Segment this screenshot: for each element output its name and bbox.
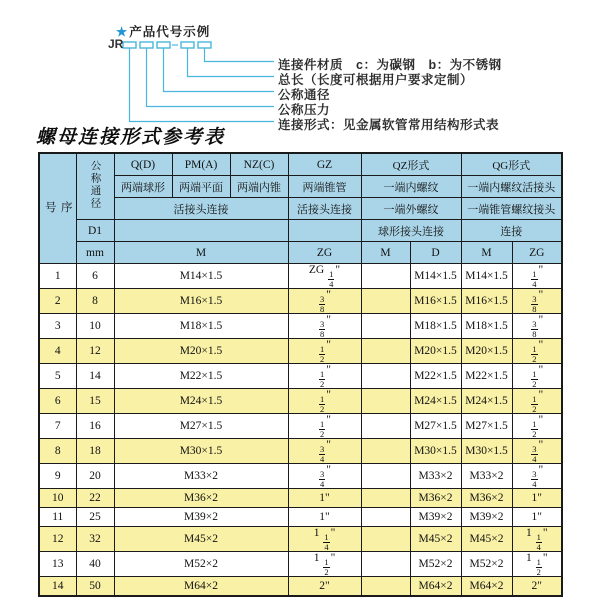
code-prefix: JR (108, 37, 124, 51)
qz-d-cell: M33×2 (410, 464, 461, 489)
table-row (39, 508, 562, 527)
qz-m-cell (361, 264, 410, 289)
diagram-heading-text: 产品代号示例 (129, 25, 211, 39)
header-col-q: Q(D) (114, 153, 172, 176)
m-cell: M18×1.5 (114, 314, 288, 339)
qz-d-cell: M14×1.5 (410, 264, 461, 289)
seq-cell: 7 (39, 414, 76, 439)
header-qg-conn: 连接 (461, 220, 562, 242)
qz-m-cell (361, 389, 410, 414)
table-row (39, 389, 562, 414)
zg-cell: $\frac{1}{2}$ " (288, 414, 361, 439)
qz-d-cell: M39×2 (410, 508, 461, 527)
header-seq: 序号 (39, 153, 76, 264)
zg-cell: $\frac{3}{8}$ " (288, 289, 361, 314)
header-nz-desc: 两端内锥 (230, 176, 288, 198)
seq-cell: 9 (39, 464, 76, 489)
reference-table (38, 152, 563, 597)
zg-cell: 1" (288, 489, 361, 508)
diagram-label-pressure: 公称压力 (278, 103, 331, 117)
table-title: 螺母连接形式参考表 (36, 127, 226, 148)
m-cell: M33×2 (114, 464, 288, 489)
qz-d-cell: M36×2 (410, 489, 461, 508)
star-icon: ★ (116, 25, 129, 39)
qz-m-cell (361, 314, 410, 339)
table-row (39, 289, 562, 314)
table-row (39, 489, 562, 508)
seq-cell: 8 (39, 439, 76, 464)
table-row (39, 264, 562, 289)
qz-m-cell (361, 339, 410, 364)
diagram-label-length: 总长（长度可根据用户要求定制） (278, 73, 474, 87)
diagram-label-connection: 连接形式：见金属软管常用结构形式表 (278, 118, 500, 132)
table-row (39, 339, 562, 364)
zg-cell: $\frac{1}{2}$ " (288, 364, 361, 389)
dn-cell: 14 (76, 364, 114, 389)
header-mm: mm (76, 242, 114, 264)
qz-m-cell (361, 464, 410, 489)
zg-cell: 1 $\frac{1}{2}$ " (288, 552, 361, 577)
dn-cell: 50 (76, 577, 114, 596)
seq-cell: 5 (39, 364, 76, 389)
table-row (39, 577, 562, 596)
qg-m-cell: M20×1.5 (461, 339, 512, 364)
table-row (39, 464, 562, 489)
dn-cell: 18 (76, 439, 114, 464)
qg-zg-cell: 2" (512, 577, 562, 596)
header-gz-desc: 两端锥管 (288, 176, 361, 198)
qg-zg-cell: $\frac{3}{4}$ " (512, 439, 562, 464)
zg-cell: $\frac{1}{2}$ " (288, 389, 361, 414)
m-cell: M14×1.5 (114, 264, 288, 289)
diagram-heading (116, 22, 210, 40)
zg-cell: 1 $\frac{1}{4}$ " (288, 527, 361, 552)
table-row (39, 314, 562, 339)
qg-zg-cell: $\frac{3}{8}$ " (512, 289, 562, 314)
table-row (39, 552, 562, 577)
qz-m-cell (361, 552, 410, 577)
header-gz-conn: 活接头连接 (288, 198, 361, 220)
header-empty-gz (288, 220, 361, 242)
m-cell: M24×1.5 (114, 389, 288, 414)
qg-m-cell: M16×1.5 (461, 289, 512, 314)
code-box-2 (140, 42, 153, 48)
qg-m-cell: M22×1.5 (461, 364, 512, 389)
table-row (39, 527, 562, 552)
zg-cell: 2" (288, 577, 361, 596)
zg-cell: $\frac{3}{4}$ " (288, 439, 361, 464)
dn-cell: 32 (76, 527, 114, 552)
zg-cell: $\frac{3}{4}$ " (288, 464, 361, 489)
qz-d-cell: M64×2 (410, 577, 461, 596)
qg-m-cell: M14×1.5 (461, 264, 512, 289)
dn-cell: 22 (76, 489, 114, 508)
qg-m-cell: M52×2 (461, 552, 512, 577)
m-cell: M22×1.5 (114, 364, 288, 389)
qg-m-cell: M27×1.5 (461, 414, 512, 439)
header-col-pm: PM(A) (172, 153, 230, 176)
dn-cell: 40 (76, 552, 114, 577)
m-cell: M20×1.5 (114, 339, 288, 364)
table-row (39, 414, 562, 439)
header-m: M (114, 242, 288, 264)
header-qz-conn: 球形接头连接 (361, 220, 461, 242)
qz-d-cell: M45×2 (410, 527, 461, 552)
seq-cell: 12 (39, 527, 76, 552)
qz-d-cell: M22×1.5 (410, 364, 461, 389)
code-box-4 (181, 42, 194, 48)
qz-d-cell: M20×1.5 (410, 339, 461, 364)
header-col-gz: GZ (288, 153, 361, 176)
header-col-qg: QG形式 (461, 153, 562, 176)
seq-cell: 14 (39, 577, 76, 596)
header-zg: ZG (288, 242, 361, 264)
qz-m-cell (361, 577, 410, 596)
table-row (39, 439, 562, 464)
zg-cell: 1" (288, 508, 361, 527)
qz-m-cell (361, 527, 410, 552)
qz-d-cell: M24×1.5 (410, 389, 461, 414)
code-box-3 (157, 42, 170, 48)
qg-m-cell: M30×1.5 (461, 439, 512, 464)
qg-m-cell: M36×2 (461, 489, 512, 508)
seq-cell: 2 (39, 289, 76, 314)
qg-zg-cell: $\frac{1}{2}$ " (512, 339, 562, 364)
connector-line-1 (130, 48, 275, 122)
header-qz-desc2: 一端外螺纹 (361, 198, 461, 220)
connector-line-2 (147, 48, 275, 107)
code-box-1 (123, 42, 136, 48)
header-qpmnz-conn: 活接头连接 (114, 198, 288, 220)
zg-cell: $\frac{3}{8}$ " (288, 314, 361, 339)
qz-m-cell (361, 364, 410, 389)
header-pm-desc: 两端平面 (172, 176, 230, 198)
seq-cell: 4 (39, 339, 76, 364)
qg-zg-cell: $\frac{1}{2}$ " (512, 364, 562, 389)
dn-cell: 6 (76, 264, 114, 289)
table-body (39, 264, 562, 596)
header-qg-m: M (461, 242, 512, 264)
qg-zg-cell: 1" (512, 489, 562, 508)
header-dn: 公称通径 (76, 153, 114, 220)
dn-cell: 25 (76, 508, 114, 527)
qz-d-cell: M52×2 (410, 552, 461, 577)
connector-line-5 (205, 48, 275, 62)
qg-m-cell: M39×2 (461, 508, 512, 527)
header-col-nz: NZ(C) (230, 153, 288, 176)
dn-cell: 10 (76, 314, 114, 339)
dn-cell: 20 (76, 464, 114, 489)
diagram-label-material: 连接件材质 c：为碳钢 b：为不锈钢 (278, 58, 502, 72)
qg-zg-cell: 1 $\frac{1}{4}$ " (512, 527, 562, 552)
qg-zg-cell: $\frac{1}{2}$ " (512, 414, 562, 439)
header-empty-qpmnz (114, 220, 288, 242)
qg-zg-cell: $\frac{3}{4}$ " (512, 464, 562, 489)
qz-m-cell (361, 414, 410, 439)
qg-zg-cell: 1 $\frac{1}{2}$ " (512, 552, 562, 577)
qz-d-cell: M16×1.5 (410, 289, 461, 314)
m-cell: M30×1.5 (114, 439, 288, 464)
seq-cell: 1 (39, 264, 76, 289)
seq-cell: 6 (39, 389, 76, 414)
m-cell: M27×1.5 (114, 414, 288, 439)
table-row (39, 364, 562, 389)
m-cell: M39×2 (114, 508, 288, 527)
header-qg-zg: ZG (512, 242, 562, 264)
qg-m-cell: M24×1.5 (461, 389, 512, 414)
qz-m-cell (361, 439, 410, 464)
m-cell: M36×2 (114, 489, 288, 508)
seq-cell: 11 (39, 508, 76, 527)
qg-m-cell: M33×2 (461, 464, 512, 489)
connector-line-4 (188, 48, 275, 77)
m-cell: M16×1.5 (114, 289, 288, 314)
qz-d-cell: M30×1.5 (410, 439, 461, 464)
dn-cell: 8 (76, 289, 114, 314)
dn-cell: 15 (76, 389, 114, 414)
header-col-qz: QZ形式 (361, 153, 461, 176)
header-q-desc: 两端球形 (114, 176, 172, 198)
m-cell: M64×2 (114, 577, 288, 596)
header-qg-desc1: 一端内螺纹活接头 (461, 176, 562, 198)
code-box-5 (198, 42, 211, 48)
header-qz-m: M (361, 242, 410, 264)
qg-zg-cell: 1" (512, 508, 562, 527)
qz-m-cell (361, 508, 410, 527)
qg-m-cell: M64×2 (461, 577, 512, 596)
qg-zg-cell: $\frac{1}{4}$ " (512, 264, 562, 289)
connector-line-3 (164, 48, 275, 92)
header-qg-desc2: 一端锥管螺纹接头 (461, 198, 562, 220)
zg-cell: $\frac{1}{2}$ " (288, 339, 361, 364)
qg-zg-cell: $\frac{3}{8}$ " (512, 314, 562, 339)
qg-zg-cell: $\frac{1}{2}$ " (512, 389, 562, 414)
qz-d-cell: M18×1.5 (410, 314, 461, 339)
m-cell: M52×2 (114, 552, 288, 577)
dn-cell: 16 (76, 414, 114, 439)
header-qz-desc1: 一端内螺纹 (361, 176, 461, 198)
seq-cell: 13 (39, 552, 76, 577)
qz-m-cell (361, 289, 410, 314)
header-d1: D1 (76, 220, 114, 242)
diagram-label-diameter: 公称通径 (278, 88, 331, 102)
zg-cell: ZG $\frac{1}{4}$ " (288, 264, 361, 289)
qg-m-cell: M18×1.5 (461, 314, 512, 339)
qz-d-cell: M27×1.5 (410, 414, 461, 439)
seq-cell: 3 (39, 314, 76, 339)
header-qz-d: D (410, 242, 461, 264)
seq-cell: 10 (39, 489, 76, 508)
m-cell: M45×2 (114, 527, 288, 552)
qz-m-cell (361, 489, 410, 508)
qg-m-cell: M45×2 (461, 527, 512, 552)
dn-cell: 12 (76, 339, 114, 364)
